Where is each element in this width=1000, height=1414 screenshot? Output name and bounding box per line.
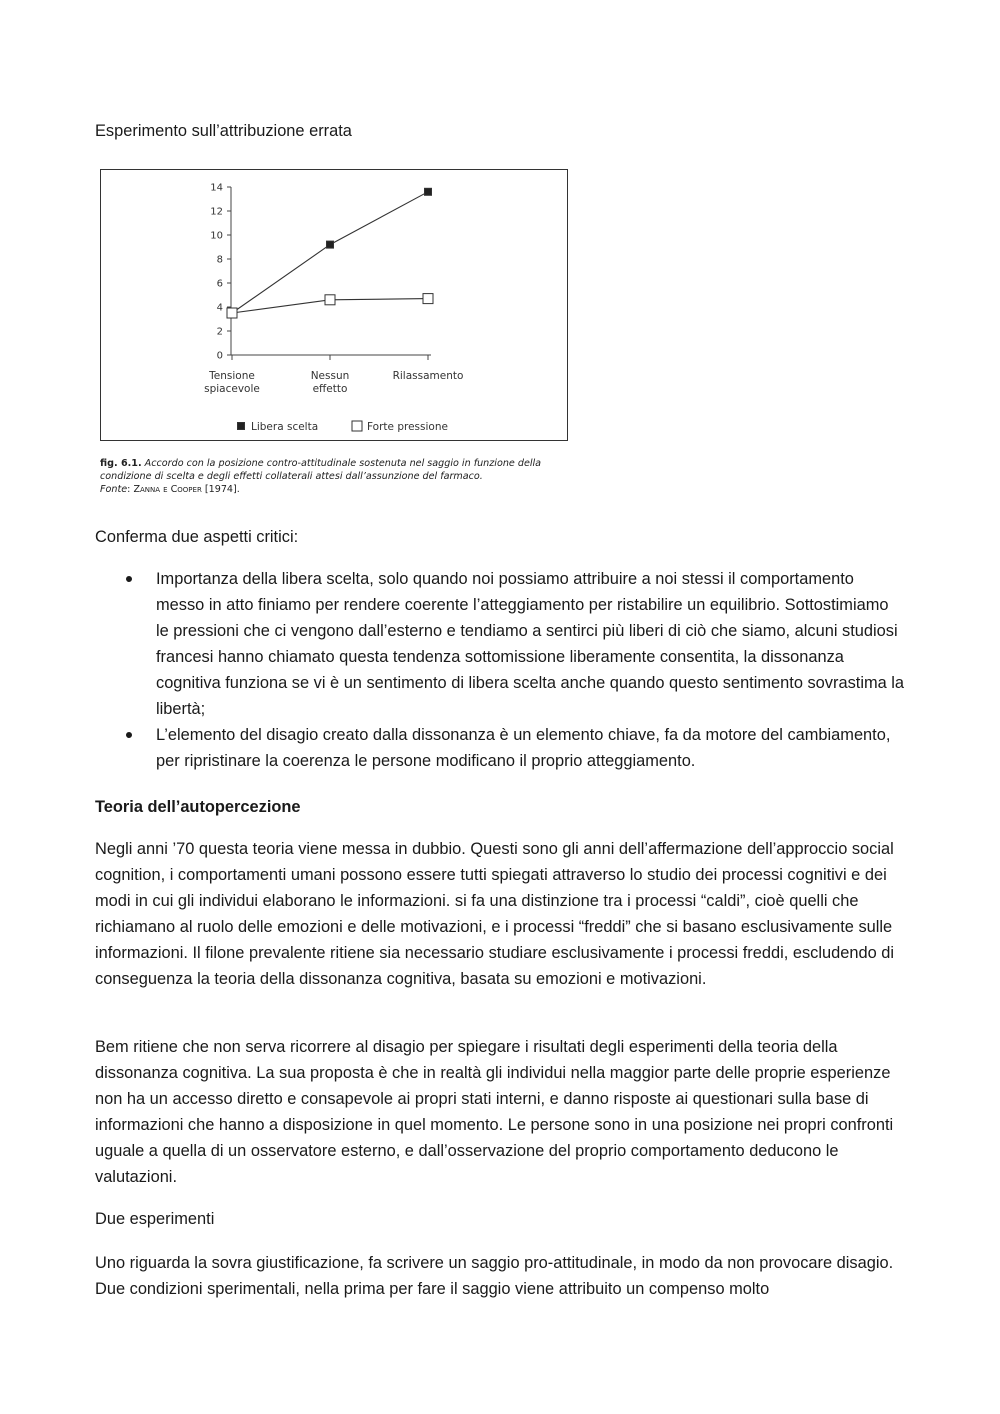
bullet-list (95, 566, 905, 774)
y-tick-label: 8 (216, 254, 223, 266)
theory-heading: Teoria dell’autopercezione (95, 798, 301, 816)
paragraph: Bem ritiene che non serva ricorrere al disagio per spiegare i risultati degli esperimenti della teoria della dissonanza cognitiva. La sua proposta è che in realtà gli individui nella maggior parte delle proprie esperienze non ha un accesso diretto e consapevole ai propri stati interni, e danno risposte ai questionari sulla base di informazioni che hanno a disposizione in quel momento. Le persone sono in una posizione nei propri confronti uguale a quella di un osservatore esterno, e dall’osservazione del proprio comportamento deducono le valutazioni. (95, 1038, 894, 1186)
bullet-text: Importanza della libera scelta, solo quando noi possiamo attribuire a noi stessi il comportamento messo in atto finiamo per rendere coerente l’atteggiamento per ristabilire un equilibrio. Sottostimiamo le pressioni che ci vengono dall’esterno e tendiamo a sentirci più liberi di ciò che siamo, alcuni studiosi francesi hanno chiamato questa tendenza sottomissione liberamente consentita, la dissonanza cognitiva funziona se vi è un sentimento di libera scelta anche quando questo sentimento sovrastima la libertà; (156, 570, 905, 718)
x-category-label: spiacevole (204, 383, 260, 395)
source-year: [1974]. (204, 484, 240, 495)
figure-caption-text: Accordo con la posizione contro-attitudinale sostenuta nel saggio in funzione della condizione di scelta e degli effetti collaterali attesi dall’assunzione del farmaco. (100, 458, 542, 482)
bullet-dot-icon (126, 576, 132, 582)
data-point-filled (425, 188, 432, 195)
section-heading: Esperimento sull’attribuzione errata (95, 122, 352, 140)
legend-swatch (238, 423, 245, 430)
data-point-hollow (325, 295, 335, 305)
source-authors: Zanna e Cooper (133, 484, 202, 495)
sub-heading: Due esperimenti (95, 1210, 215, 1228)
bullet-item (95, 566, 905, 722)
data-point-hollow (227, 308, 237, 318)
y-tick-label: 14 (210, 182, 223, 194)
bullet-item (95, 722, 905, 774)
data-point-filled (327, 241, 334, 248)
paragraph: Uno riguarda la sovra giustificazione, fa scrivere un saggio pro-attitudinale, in modo da non provocare disagio. Due condizioni sperimentali, nella prima per fare il saggio viene attribuito un compenso molto (95, 1254, 894, 1298)
x-category-label: Nessun (310, 370, 350, 382)
data-point-hollow (423, 294, 433, 304)
bullet-text: L’elemento del disagio creato dalla dissonanza è un elemento chiave, fa da motore del cambiamento, per ripristinare la coerenza le persone modificano il proprio atteggiamento. (156, 726, 891, 770)
line-chart (101, 170, 569, 442)
source-label: Fonte (100, 484, 128, 495)
y-tick-label: 10 (210, 230, 223, 242)
y-tick-label: 4 (216, 302, 223, 314)
intro-line: Conferma due aspetti critici: (95, 528, 299, 546)
paragraph: Negli anni ’70 questa teoria viene messa in dubbio. Questi sono gli anni dell’affermazione dell’approccio social cognition, i comportamenti umani possono essere tutti spiegati attraverso lo studio dei processi cognitivi e dei modi in cui gli individui elaborano le informazioni. si fa una distinzione tra i processi “caldi”, cioè quelli che richiamano al ruolo delle emozioni e delle motivazioni, e i processi “freddi” che si basano esclusivamente sulle informazioni. Il filone prevalente ritiene sia necessario studiare esclusivamente i processi freddi, escludendo di conseguenza la teoria della dissonanza cognitiva, basata su emozioni e motivazioni. (95, 840, 895, 988)
figure-caption: fig. 6.1. Accordo con la posizione contro-attitudinale sostenuta nel saggio in funzione della condizione di scelta e degli effetti collaterali attesi dall’assunzione del farmaco. Fonte: Zanna e Cooper [1974]. (100, 458, 542, 495)
figure-number: fig. 6.1. (100, 458, 142, 469)
x-category-label: Tensione (209, 370, 255, 382)
y-tick-label: 6 (216, 278, 223, 290)
y-tick-label: 0 (216, 350, 223, 362)
y-tick-label: 12 (210, 206, 223, 218)
legend-label: Forte pressione (367, 421, 448, 433)
x-category-label: effetto (312, 383, 348, 395)
figure-chart (100, 169, 568, 441)
bullet-dot-icon (126, 732, 132, 738)
legend-label: Libera scelta (251, 421, 319, 433)
y-tick-label: 2 (216, 326, 223, 338)
legend-swatch (352, 421, 362, 431)
x-category-label: Rilassamento (392, 370, 464, 382)
